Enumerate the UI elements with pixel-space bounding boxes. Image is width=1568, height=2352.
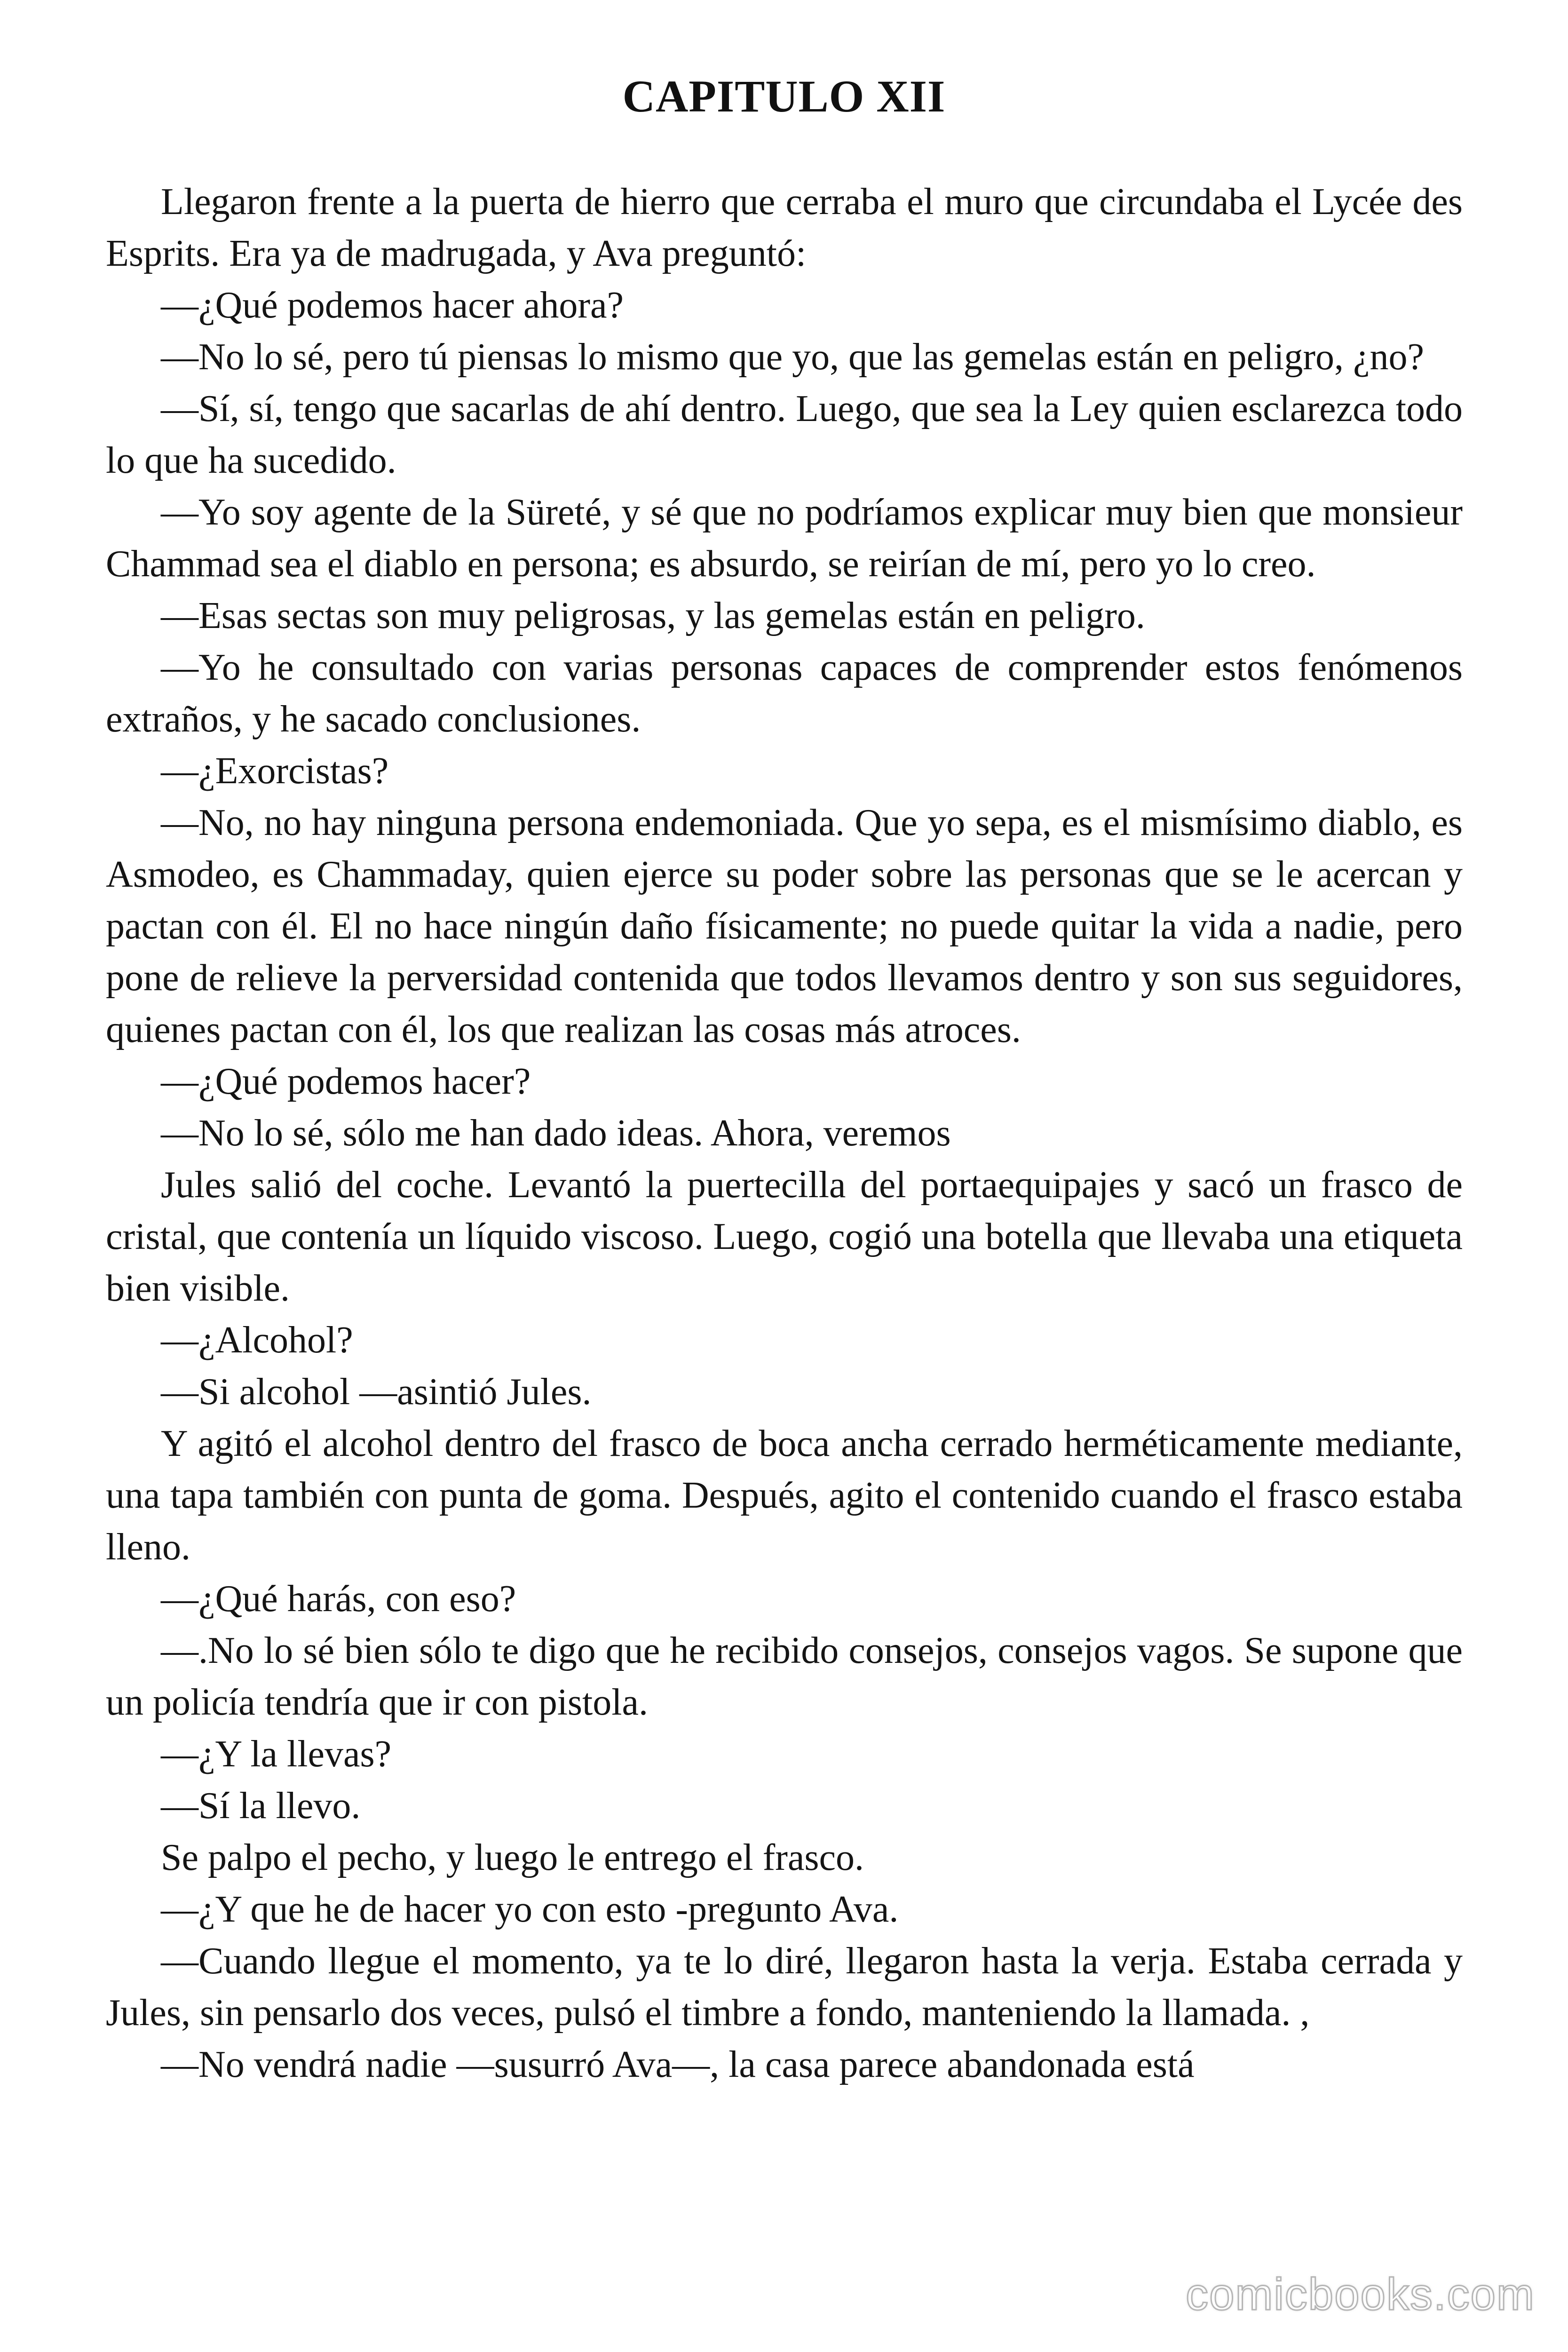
paragraph: —Yo soy agente de la Süreté, y sé que no podríamos explicar muy bien que monsieur Chammad sea el diablo en persona; es absurdo, se reirían de mí, pero yo lo creo. (106, 492, 1463, 585)
paragraph: —¿Qué harás, con eso? (161, 1578, 516, 1620)
watermark: comicbooks.com (1186, 2269, 1535, 2320)
paragraph: —Sí, sí, tengo que sacarlas de ahí dentro. Luego, que sea la Ley quien esclarezca todo lo que ha sucedido. (106, 388, 1463, 481)
paragraph: —No, no hay ninguna persona endemoniada. Que yo sepa, es el mismísimo diablo, es Asmodeo, es Chammaday, quien ejerce su poder sobre las personas que se le acercan y pactan con él. El no hace ningún daño físicamente; no puede quitar la vida a nadie, pero pone de relieve la perversidad contenida que todos llevamos dentro y son sus seguidores, quienes pactan con él, los que realizan las cosas más atroces. (106, 802, 1463, 1050)
paragraph: —Cuando llegue el momento, ya te lo diré, llegaron hasta la verja. Estaba cerrada y Jules, sin pensarlo dos veces, pulsó el timbre a fondo, manteniendo la llamada. , (106, 1940, 1463, 2034)
paragraph: —¿Y la llevas? (161, 1733, 392, 1775)
paragraph: Jules salió del coche. Levantó la puertecilla del portaequipajes y sacó un frasco de cristal, que contenía un líquido viscoso. Luego, cogió una botella que llevaba una etiqueta bien visible. (106, 1164, 1463, 1309)
paragraph: —¿Alcohol? (161, 1319, 353, 1361)
paragraph: —No lo sé, sólo me han dado ideas. Ahora, veremos (161, 1112, 951, 1154)
paragraph: —Si alcohol —asintió Jules. (161, 1371, 592, 1413)
chapter-title: CAPITULO XII (622, 71, 946, 121)
paragraph: —¿Y que he de hacer yo con esto -pregunto Ava. (161, 1889, 899, 1930)
paragraph: —No vendrá nadie —susurró Ava—, la casa parece abandonada está (161, 2044, 1195, 2085)
paragraph: —Yo he consultado con varias personas capaces de comprender estos fenómenos extraños, y he sacado conclusiones. (106, 647, 1463, 740)
paragraph: —No lo sé, pero tú piensas lo mismo que yo, que las gemelas están en peligro, ¿no? (161, 336, 1425, 378)
paragraph: —¿Qué podemos hacer? (161, 1061, 531, 1102)
paragraph: —¿Exorcistas? (161, 750, 389, 792)
paragraph: —Esas sectas son muy peligrosas, y las gemelas están en peligro. (161, 595, 1145, 636)
paragraph: —Sí la llevo. (161, 1785, 361, 1827)
paragraph: —.No lo sé bien sólo te digo que he recibido consejos, consejos vagos. Se supone que un policía tendría que ir con pistola. (106, 1630, 1463, 1723)
body-text (106, 176, 1463, 2090)
paragraph: Y agitó el alcohol dentro del frasco de boca ancha cerrado herméticamente mediante, una tapa también con punta de goma. Después, agito el contenido cuando el frasco estaba lleno. (106, 1423, 1463, 1568)
paragraph: Llegaron frente a la puerta de hierro que cerraba el muro que circundaba el Lycée des Esprits. Era ya de madrugada, y Ava preguntó: (106, 181, 1463, 274)
paragraph: Se palpo el pecho, y luego le entrego el frasco. (161, 1837, 864, 1878)
paragraph: —¿Qué podemos hacer ahora? (161, 285, 624, 326)
